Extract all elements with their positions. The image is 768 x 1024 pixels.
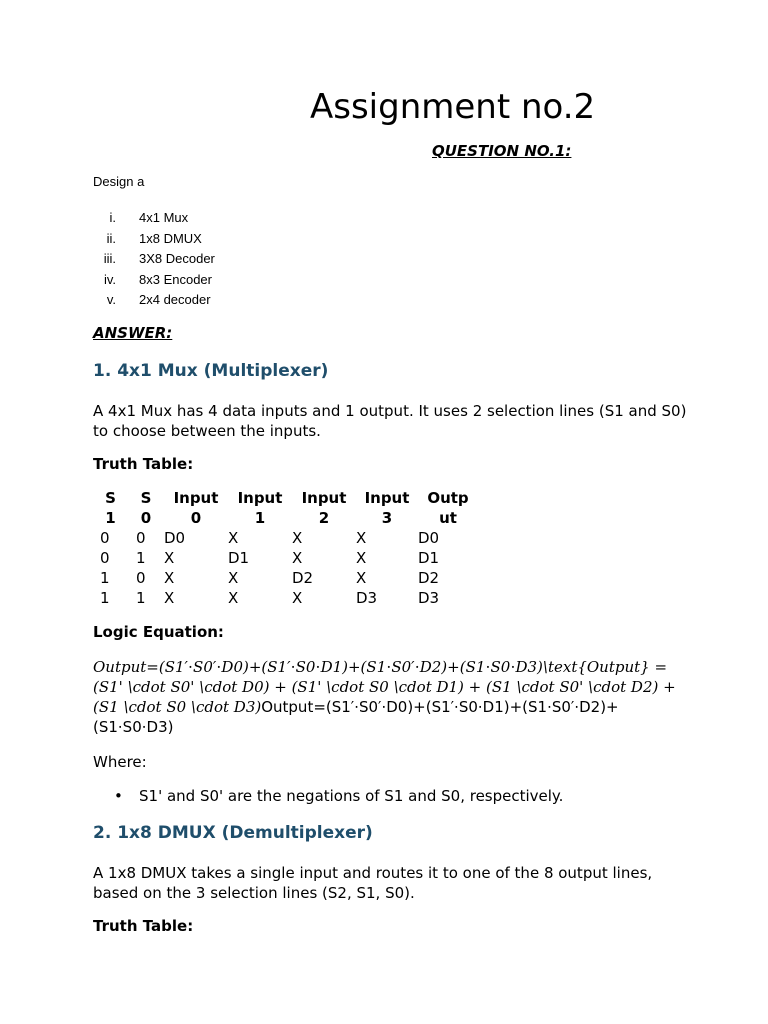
- table-header-cell: 1: [105, 509, 116, 527]
- table-header-cell: Input: [301, 489, 347, 507]
- table-header-cell: Input: [173, 489, 219, 507]
- table-cell: X: [356, 549, 367, 567]
- table-cell: X: [292, 549, 303, 567]
- table-header-cell: Input: [237, 489, 283, 507]
- table-header-cell: Input: [364, 489, 410, 507]
- logic-equation-label: Logic Equation:: [93, 623, 224, 641]
- table-cell: 1: [136, 549, 146, 567]
- table-header-cell: 1: [254, 509, 266, 527]
- bullet-icon: •: [114, 787, 123, 805]
- table-cell: 0: [136, 529, 146, 547]
- section1-description: A 4x1 Mux has 4 data inputs and 1 output. It uses 2 selection lines (S1 and S0) to choose between the inputs.: [93, 402, 687, 440]
- list-text: 4x1 Mux: [139, 210, 189, 225]
- table-row: [93, 548, 478, 568]
- answer-label: ANSWER:: [93, 324, 173, 342]
- section2-truth-table-label: Truth Table:: [93, 917, 194, 935]
- table-cell: D1: [418, 549, 440, 567]
- list-text: 1x8 DMUX: [139, 230, 202, 246]
- list-number: iv.: [103, 271, 116, 287]
- table-row: [93, 528, 478, 548]
- table-cell: 0: [136, 569, 146, 587]
- question-heading: QUESTION NO.1:: [432, 142, 572, 160]
- table-header-cell: S: [140, 489, 152, 507]
- table-cell: X: [164, 569, 175, 587]
- section1-truth-table-label: Truth Table:: [93, 455, 194, 473]
- table-header-row: [93, 488, 478, 508]
- table-header-cell: 2: [318, 509, 330, 527]
- table-cell: D2: [292, 569, 314, 587]
- logic-equation: [93, 657, 693, 737]
- table-header-cell: 0: [190, 509, 202, 527]
- list-number: v.: [106, 292, 116, 307]
- table-cell: D1: [228, 549, 250, 567]
- table-cell: 1: [100, 569, 110, 587]
- table-cell: X: [228, 529, 239, 547]
- truth-table: [93, 488, 478, 608]
- table-cell: X: [164, 549, 175, 567]
- table-header-cell: Outp: [427, 489, 469, 507]
- section1-heading: 1. 4x1 Mux (Multiplexer): [93, 361, 329, 381]
- table-cell: X: [164, 589, 175, 607]
- table-header-cell: 0: [140, 509, 152, 527]
- table-cell: X: [228, 569, 239, 587]
- table-cell: 1: [136, 589, 146, 607]
- table-row: [93, 568, 478, 588]
- table-cell: D0: [164, 529, 186, 547]
- table-cell: D3: [356, 589, 378, 607]
- table-cell: X: [292, 589, 303, 607]
- equation-plain: Output=(S1′⋅S0′⋅D0)+(S1′⋅S0⋅D1)+(S1⋅S0′⋅D2)+(S1⋅S0⋅D3): [93, 698, 619, 736]
- table-cell: D2: [418, 569, 440, 587]
- list-number: ii.: [106, 230, 116, 246]
- table-cell: X: [356, 569, 367, 587]
- where-label: Where:: [93, 753, 147, 771]
- table-row: [93, 588, 478, 608]
- table-cell: X: [292, 529, 303, 547]
- table-cell: X: [356, 529, 367, 547]
- table-cell: 1: [100, 589, 110, 607]
- list-number: i.: [109, 210, 116, 225]
- equation-latex: Output=(S1′⋅S0′⋅D0)+(S1′⋅S0⋅D1)+(S1⋅S0′⋅D2)+(S1⋅S0⋅D3)\text{Output} = (S1' \cdot S0' \cdot D0) + (S1' \cdot S0 \cdot D1) + (S1 \cdot S0' \cdot D2) + (S1 \cdot S0 \cdot D3): [93, 658, 676, 716]
- document-title: Assignment no.2: [310, 87, 596, 127]
- list-text: 3X8 Decoder: [139, 251, 215, 266]
- list-number: iii.: [103, 251, 116, 266]
- list-text: S1' and S0' are the negations of S1 and S0, respectively.: [139, 787, 564, 805]
- table-header-cell: 3: [381, 509, 393, 527]
- where-list: [93, 786, 563, 806]
- table-cell: D0: [418, 529, 440, 547]
- table-cell: 0: [100, 549, 110, 567]
- list-text: 8x3 Encoder: [139, 271, 212, 287]
- table-header-row: [93, 508, 478, 528]
- list-text: 2x4 decoder: [139, 292, 211, 307]
- list-item: [93, 786, 563, 806]
- table-cell: 0: [100, 529, 110, 547]
- section2-heading: 2. 1x8 DMUX (Demultiplexer): [93, 823, 373, 843]
- section2-description: A 1x8 DMUX takes a single input and routes it to one of the 8 output lines, based on the 3 selection lines (S2, S1, S0).: [93, 864, 653, 902]
- table-cell: D3: [418, 589, 440, 607]
- intro-text: Design a: [93, 174, 145, 189]
- table-header-cell: ut: [439, 509, 457, 527]
- table-header-cell: S: [105, 489, 116, 507]
- table-cell: X: [228, 589, 239, 607]
